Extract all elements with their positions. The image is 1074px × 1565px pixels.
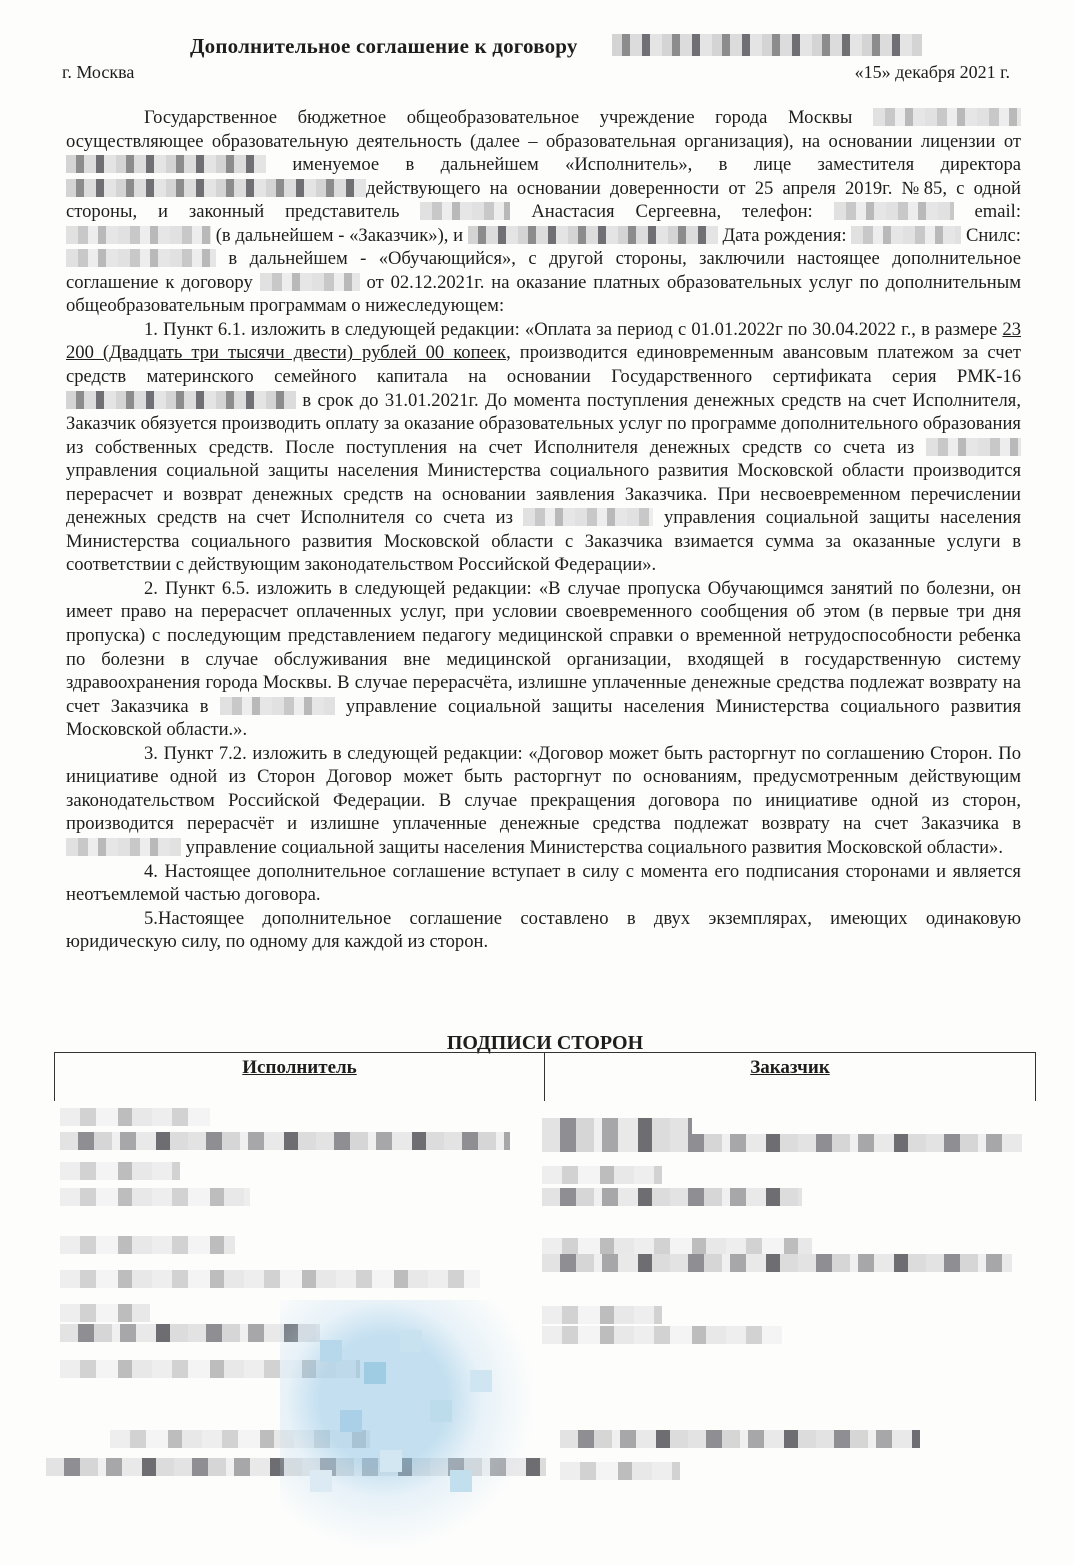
redacted-block [66, 838, 181, 856]
clause-3: 3. Пункт 7.2. изложить в следующей редакции: «Договор может быть расторгнут по соглашению Сторон. По инициативе одной из Сторон Договор может быть расторгнут по основаниям, предусмотренным действующим законодательством Российской Федерации. В случае прекращения договора по инициативе одной из сторон, производится перерасчёт и излишне уплаченные денежные средства подлежат возврату на счет Заказчика в управление социальной защиты населения Министерства социального развития Московской области». [66, 742, 1021, 858]
clause-2: 2. Пункт 6.5. изложить в следующей редакции: «В случае пропуска Обучающимся занятий по болезни, он имеет право на перерасчет оплаченных услуг, при условии своевременного сообщения об этом (в первые три дня пропуска) с последующим представлением педагогу медицинской справки о временной нетрудоспособности ребенка по болезни в случае обслуживания вне медицинской организации, входящей в государственную систему здравоохранения города Москвы. В случае перерасчёта, излишне уплаченные денежные средства подлежат возврату на счет Заказчика в управление социальной защиты населения Министерства социального развития Московской области.». [66, 577, 1022, 741]
redacted-line [542, 1134, 1022, 1152]
signatures-table [54, 1052, 1036, 1101]
customer-column-header: Заказчик [750, 1057, 830, 1078]
redacted-line [60, 1304, 150, 1322]
redacted-line [542, 1188, 802, 1206]
redacted-line [560, 1430, 920, 1448]
redacted-block [66, 179, 366, 197]
redacted-line [60, 1236, 235, 1254]
document-date: «15» декабря 2021 г. [854, 62, 1010, 82]
redacted-line [60, 1188, 250, 1206]
clause-5: 5.Настоящее дополнительное соглашение составлено в двух экземплярах, имеющих одинаковую юридическую силу, по одному для каждой из сторон. [66, 907, 1021, 953]
redacted-block [66, 226, 211, 244]
redacted-block [220, 697, 335, 715]
redacted-block [66, 249, 216, 267]
redacted-block [260, 273, 360, 291]
redacted-line [542, 1306, 662, 1324]
redacted-block [834, 202, 954, 220]
redacted-block [468, 226, 718, 244]
redacted-block [420, 202, 510, 220]
clause-4: 4. Настоящее дополнительное соглашение вступает в силу с момента его подписания сторонами и является неотъемлемой частью договора. [66, 860, 1021, 906]
redacted-block [873, 108, 1021, 126]
payment-amount: 23 200 (Двадцать три тысячи двести) рублей 00 копеек [66, 318, 1021, 364]
redacted-line [60, 1132, 510, 1150]
redacted-block [926, 438, 1021, 456]
redacted-line [60, 1270, 480, 1288]
stamp-blurred [280, 1300, 540, 1550]
document-title: Дополнительное соглашение к договору [190, 34, 578, 58]
redacted-block [523, 508, 653, 526]
redacted-line [542, 1254, 1012, 1272]
redacted-block [851, 226, 961, 244]
redacted-block [66, 155, 266, 173]
redacted-line [60, 1162, 180, 1180]
redacted-line [560, 1462, 680, 1480]
redacted-line [60, 1108, 210, 1126]
redacted-block [66, 391, 296, 409]
title-redacted [612, 34, 922, 56]
signatures-title: ПОДПИСИ СТОРОН [446, 1032, 644, 1054]
redacted-line [542, 1326, 782, 1344]
clause-1: 1. Пункт 6.1. изложить в следующей редакции: «Оплата за период с 01.01.2022г по 30.04.2022 г., в размере 23 200 (Двадцать три тысячи двести) рублей 00 копеек, производится единовременным авансовым платежом за счет средств материнского семейного капитала на основании Государственного сертификата серия РМК-16 в срок до 31.01.2021г. До момента поступления денежных средств на счет Исполнителя, Заказчик обязуется производить оплату за оказание образовательных услуг по программе дополнительного образования из собственных средств. После поступления на счет Исполнителя денежных средств со счета из управления социальной защиты населения Министерства социального развития Московской области производится перерасчет и возврат денежных средств на основании заявления Заказчика. При несвоевременном перечислении денежных средств на счет Исполнителя со счета из управления социальной защиты населения Министерства социального развития Московской области с Заказчика взимается сумма за оказанные услуги в соответствии с действующим законодательством Российской Федерации». [66, 318, 1022, 576]
agreement-body [66, 106, 1021, 954]
preamble: Государственное бюджетное общеобразовательное учреждение города Москвы осуществляющее образовательную деятельность (далее – образовательная организация), на основании лицензии от именуемое в дальнейшем «Исполнитель», в лице заместителя директора действующего на основании доверенности от 25 апреля 2019г. №85, с одной стороны, и законный представитель Анастасия Сергеевна, телефон: email: (в дальнейшем - «Заказчик»), и Дата рождения: Снилс: в дальнейшем - «Обучающийся», с другой стороны, заключили настоящее дополнительное соглашение к договору от 02.12.2021г. на оказание платных образовательных услуг по дополнительным общеобразовательным программам о нижеследующем: [66, 107, 1022, 317]
city: г. Москва [62, 62, 135, 82]
executor-column-header: Исполнитель [55, 1053, 545, 1101]
redacted-line [542, 1166, 662, 1184]
